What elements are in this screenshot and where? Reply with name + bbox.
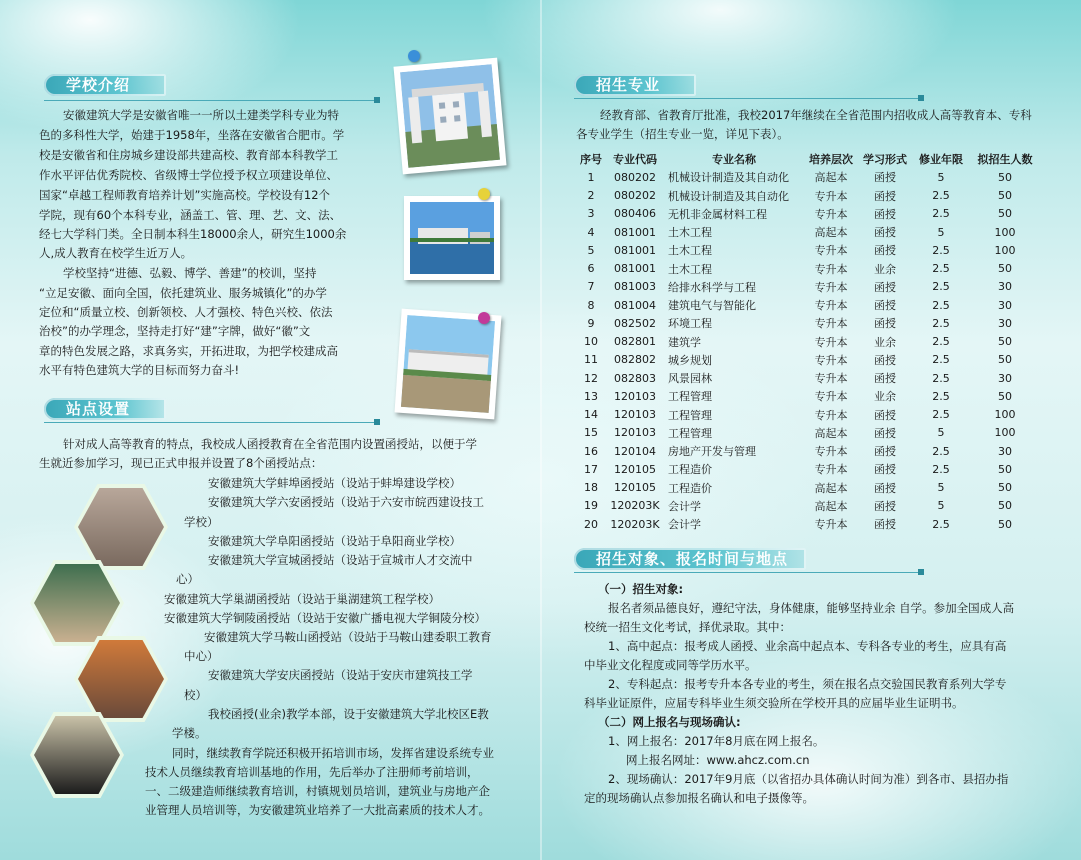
- table-cell: 专升本: [814, 408, 848, 422]
- table-cell: 函授: [874, 408, 896, 422]
- subheading-online: （二）网上报名与现场确认:: [598, 715, 741, 729]
- table-cell: 15: [584, 426, 598, 440]
- table-cell: 高起本: [814, 171, 848, 185]
- station-item: 校）: [184, 688, 207, 702]
- table-row: [576, 387, 1040, 405]
- table-cell: 专升本: [814, 317, 848, 331]
- table-cell: 081001: [614, 243, 656, 257]
- table-cell: 工程管理: [668, 408, 712, 422]
- table-cell: 3: [587, 207, 595, 221]
- table-cell: 专升本: [814, 299, 848, 313]
- table-cell: 20: [584, 517, 598, 531]
- table-cell: 专升本: [814, 390, 848, 404]
- table-cell: 专升本: [814, 335, 848, 349]
- table-cell: 风景园林: [668, 372, 712, 386]
- station-item: 安徽建筑大学安庆函授站（设站于安庆市建筑技工学: [208, 668, 473, 682]
- station-item: 一、二级建造师继续教育培训，村镇规划员培训，建筑业与房地产企: [145, 784, 490, 798]
- table-cell: 9: [587, 316, 595, 330]
- table-row: [576, 479, 1040, 497]
- table-cell: 工程造价: [668, 481, 712, 495]
- table-cell: 16: [584, 444, 598, 458]
- table-cell: 13: [584, 389, 598, 403]
- title-dot: [374, 97, 380, 103]
- table-cell: 高起本: [814, 226, 848, 240]
- text-line: 针对成人高等教育的特点，我校成人函授教育在全省范围内设置函授站，以便于学: [63, 437, 477, 451]
- text-line: 2、专科起点：报考专升本各专业的考生，须在报名点交验国民教育系列大学专: [608, 677, 1007, 691]
- table-cell: 2.5: [932, 371, 950, 385]
- table-cell: 2.5: [932, 207, 950, 221]
- text-line: 安徽建筑大学是安徽省唯一一所以土建类学科专业为特: [63, 108, 339, 122]
- table-cell: 函授: [874, 171, 896, 185]
- table-cell: 高起本: [814, 499, 848, 513]
- text-line: 定位和“质量立校、创新领校、人才强校、特色兴校、依法: [39, 305, 333, 319]
- table-cell: 函授: [874, 189, 896, 203]
- table-cell: 080202: [614, 189, 656, 203]
- table-cell: 函授: [874, 299, 896, 313]
- table-row: [576, 424, 1040, 442]
- text-line: 学院，现有60个本科专业，涵盖工、管、理、艺、文、法、: [39, 208, 342, 222]
- table-cell: 4: [587, 225, 595, 239]
- table-cell: 无机非金属材料工程: [668, 207, 767, 221]
- table-cell: 函授: [874, 426, 896, 440]
- table-cell: 081001: [614, 225, 656, 239]
- table-cell: 函授: [874, 445, 896, 459]
- table-cell: 专升本: [814, 353, 848, 367]
- text-line: 各专业学生（招生专业一览，详见下表）。: [576, 127, 789, 141]
- station-item: 安徽建筑大学六安函授站（设站于六安市皖西建设技工: [208, 495, 484, 509]
- table-cell: 5: [937, 481, 945, 495]
- table-cell: 会计学: [668, 518, 701, 532]
- text-line: 科毕业证原件，应届专科毕业生须交验所在学校开具的应届毕业生证明书。: [584, 696, 964, 710]
- table-cell: 50: [998, 207, 1012, 221]
- table-cell: 120203K: [610, 499, 660, 513]
- table-cell: 机械设计制造及其自动化: [668, 171, 789, 185]
- station-item: 中心）: [184, 649, 219, 663]
- table-cell: 5: [937, 170, 945, 184]
- text-line: 人,成人教育在校学生近万人。: [39, 246, 193, 260]
- table-cell: 6: [587, 262, 595, 276]
- school-intro-title: 学校介绍: [44, 74, 166, 96]
- table-row: [576, 260, 1040, 278]
- admission-title: 招生对象、报名时间与地点: [574, 548, 806, 570]
- table-cell: 专升本: [814, 518, 848, 532]
- table-cell: 2.5: [932, 335, 950, 349]
- table-cell: 19: [584, 499, 598, 513]
- table-cell: 12: [584, 371, 598, 385]
- table-cell: 土木工程: [668, 262, 712, 276]
- station-item: 学校）: [184, 515, 219, 529]
- title-underline: [574, 572, 918, 573]
- table-cell: 5: [937, 499, 945, 513]
- table-cell: 082802: [614, 353, 656, 367]
- table-cell: 2.5: [932, 462, 950, 476]
- table-cell: 函授: [874, 226, 896, 240]
- text-line: 中毕业文化程度或同等学历水平。: [584, 658, 757, 672]
- table-cell: 2.5: [932, 316, 950, 330]
- table-cell: 函授: [874, 372, 896, 386]
- table-header-row: [576, 150, 1040, 168]
- table-cell: 函授: [874, 481, 896, 495]
- table-cell: 2.5: [932, 444, 950, 458]
- station-item: 学楼。: [172, 726, 207, 740]
- table-row: [576, 223, 1040, 241]
- station-item: 心）: [176, 572, 199, 586]
- table-cell: 50: [998, 189, 1012, 203]
- text-line: 2、现场确认：2017年9月底（以省招办具体确认时间为准）到各市、县招办指: [608, 772, 1009, 786]
- table-cell: 080202: [614, 170, 656, 184]
- table-row: [576, 241, 1040, 259]
- text-line: 色的多科性大学，始建于1958年，坐落在安徽省合肥市。学: [39, 128, 345, 142]
- title-dot: [374, 419, 380, 425]
- text-line: 治校”的办学理念，坚持走打好“建”字牌，做好“徽”文: [39, 324, 311, 338]
- table-row: [576, 314, 1040, 332]
- table-cell: 120105: [614, 481, 656, 495]
- table-cell: 专升本: [814, 280, 848, 294]
- table-cell: 专升本: [814, 372, 848, 386]
- page-fold: [540, 0, 542, 860]
- column-header: 专业代码: [613, 153, 657, 167]
- table-cell: 100: [994, 225, 1016, 239]
- table-cell: 120203K: [610, 517, 660, 531]
- table-cell: 30: [998, 371, 1012, 385]
- table-cell: 50: [998, 499, 1012, 513]
- column-header: 拟招生人数: [977, 153, 1033, 167]
- table-cell: 环境工程: [668, 317, 712, 331]
- text-line: 校统一招生文化考试，择优录取。其中：: [584, 620, 791, 634]
- title-dot: [918, 95, 924, 101]
- table-cell: 土木工程: [668, 244, 712, 258]
- station-item: 安徽建筑大学蚌埠函授站（设站于蚌埠建设学校）: [208, 476, 461, 490]
- registration-url: 网上报名网址：www.ahcz.com.cn: [626, 753, 810, 767]
- table-cell: 5: [937, 225, 945, 239]
- table-cell: 2.5: [932, 243, 950, 257]
- station-item: 安徽建筑大学马鞍山函授站（设站于马鞍山建委职工教育: [204, 630, 492, 644]
- table-cell: 2.5: [932, 189, 950, 203]
- title-underline: [574, 98, 918, 99]
- table-cell: 建筑电气与智能化: [668, 299, 756, 313]
- text-line: 1、高中起点：报考成人函授、业余高中起点本、专科各专业的考生，应具有高: [608, 639, 1007, 653]
- campus-photo-building: [394, 309, 501, 420]
- table-row: [576, 278, 1040, 296]
- table-cell: 30: [998, 444, 1012, 458]
- pushpin-icon: [408, 50, 420, 62]
- table-cell: 2.5: [932, 517, 950, 531]
- table-row: [576, 296, 1040, 314]
- table-cell: 专升本: [814, 244, 848, 258]
- table-cell: 工程造价: [668, 463, 712, 477]
- table-cell: 1: [587, 170, 595, 184]
- table-cell: 工程管理: [668, 426, 712, 440]
- table-cell: 8: [587, 298, 595, 312]
- table-cell: 函授: [874, 207, 896, 221]
- table-cell: 工程管理: [668, 390, 712, 404]
- station-item: 我校函授(业余)教学本部，设于安徽建筑大学北校区E教: [208, 707, 489, 721]
- table-cell: 函授: [874, 518, 896, 532]
- table-cell: 50: [998, 170, 1012, 184]
- text-line: 学校坚持“进德、弘毅、博学、善建”的校训，坚持: [63, 266, 317, 280]
- station-item: 安徽建筑大学阜阳函授站（设站于阜阳商业学校）: [208, 534, 461, 548]
- text-line: 校是安徽省和住房城乡建设部共建高校、教育部本科教学工: [39, 148, 338, 162]
- table-cell: 函授: [874, 317, 896, 331]
- table-cell: 081004: [614, 298, 656, 312]
- table-row: [576, 406, 1040, 424]
- table-cell: 土木工程: [668, 226, 712, 240]
- table-cell: 7: [587, 280, 595, 294]
- table-cell: 10: [584, 335, 598, 349]
- table-cell: 函授: [874, 463, 896, 477]
- text-line: 定的现场确认点参加报名确认和电子摄像等。: [584, 791, 814, 805]
- table-cell: 建筑学: [668, 335, 701, 349]
- column-header: 专业名称: [712, 153, 756, 167]
- station-item: 同时，继续教育学院还积极开拓培训市场，发挥省建设系统专业: [172, 746, 494, 760]
- table-row: [576, 369, 1040, 387]
- column-header: 序号: [580, 153, 602, 167]
- table-cell: 50: [998, 389, 1012, 403]
- column-header: 学习形式: [863, 153, 907, 167]
- table-cell: 2.5: [932, 408, 950, 422]
- table-cell: 高起本: [814, 426, 848, 440]
- text-line: 水平有特色建筑大学的目标而努力奋斗!: [39, 363, 240, 377]
- table-cell: 50: [998, 335, 1012, 349]
- station-item: 安徽建筑大学巢湖函授站（设站于巢湖建筑工程学校）: [164, 592, 440, 606]
- table-cell: 会计学: [668, 499, 701, 513]
- table-cell: 30: [998, 280, 1012, 294]
- table-cell: 机械设计制造及其自动化: [668, 189, 789, 203]
- campus-photo-lake: [404, 196, 500, 280]
- table-cell: 专升本: [814, 262, 848, 276]
- table-cell: 专升本: [814, 207, 848, 221]
- table-row: [576, 460, 1040, 478]
- table-cell: 专升本: [814, 445, 848, 459]
- table-cell: 080406: [614, 207, 656, 221]
- table-cell: 50: [998, 481, 1012, 495]
- table-cell: 城乡规划: [668, 353, 712, 367]
- table-cell: 082803: [614, 371, 656, 385]
- title-underline: [44, 422, 374, 423]
- station-item: 安徽建筑大学铜陵函授站（设站于安徽广播电视大学铜陵分校）: [164, 611, 486, 625]
- majors-title: 招生专业: [574, 74, 696, 96]
- table-cell: 函授: [874, 499, 896, 513]
- table-cell: 100: [994, 426, 1016, 440]
- table-cell: 30: [998, 316, 1012, 330]
- title-dot: [918, 569, 924, 575]
- table-cell: 120104: [614, 444, 656, 458]
- table-cell: 给排水科学与工程: [668, 280, 756, 294]
- table-row: [576, 187, 1040, 205]
- table-cell: 081001: [614, 262, 656, 276]
- table-cell: 2.5: [932, 298, 950, 312]
- table-cell: 50: [998, 462, 1012, 476]
- table-cell: 业余: [874, 262, 896, 276]
- table-cell: 18: [584, 481, 598, 495]
- table-cell: 函授: [874, 280, 896, 294]
- table-row: [576, 497, 1040, 515]
- station-item: 安徽建筑大学宣城函授站（设站于宣城市人才交流中: [208, 553, 473, 567]
- table-cell: 14: [584, 408, 598, 422]
- table-cell: 120103: [614, 408, 656, 422]
- table-cell: 50: [998, 517, 1012, 531]
- table-row: [576, 168, 1040, 186]
- stations-title: 站点设置: [44, 398, 166, 420]
- table-cell: 5: [587, 243, 595, 257]
- table-cell: 081003: [614, 280, 656, 294]
- table-cell: 120105: [614, 462, 656, 476]
- text-line: 报名者须品德良好，遵纪守法，身体健康，能够坚持业余 自学。参加全国成人高: [608, 601, 1015, 615]
- table-cell: 30: [998, 298, 1012, 312]
- title-underline: [44, 100, 374, 101]
- column-header: 培养层次: [809, 153, 853, 167]
- column-header: 修业年限: [919, 153, 963, 167]
- table-cell: 2.5: [932, 389, 950, 403]
- text-line: “立足安徽、面向全国，依托建筑业、服务城镇化”的办学: [39, 286, 327, 300]
- table-cell: 17: [584, 462, 598, 476]
- station-item: 业管理人员培训等，为安徽建筑业培养了一大批高素质的技术人才。: [145, 803, 490, 817]
- table-row: [576, 333, 1040, 351]
- text-line: 国家“卓越工程师教育培养计划”实施高校。学校设有12个: [39, 188, 331, 202]
- table-cell: 50: [998, 353, 1012, 367]
- table-cell: 高起本: [814, 481, 848, 495]
- table-cell: 100: [994, 243, 1016, 257]
- table-cell: 11: [584, 353, 598, 367]
- table-cell: 业余: [874, 390, 896, 404]
- text-line: 经七大学科门类。全日制本科生18000余人，研究生1000余: [39, 227, 347, 241]
- table-row: [576, 515, 1040, 533]
- text-line: 1、网上报名：2017年8月底在网上报名。: [608, 734, 825, 748]
- table-cell: 2.5: [932, 353, 950, 367]
- campus-photo-gate: [393, 58, 506, 175]
- pushpin-icon: [478, 188, 490, 200]
- table-cell: 函授: [874, 353, 896, 367]
- text-line: 生就近参加学习，现已正式申报并设置了8个函授站点：: [39, 456, 323, 470]
- text-line: 作水平评估优秀院校、省级博士学位授予权立项建设单位、: [39, 168, 338, 182]
- table-cell: 2.5: [932, 262, 950, 276]
- table-cell: 2: [587, 189, 595, 203]
- table-row: [576, 351, 1040, 369]
- text-line: 章的特色发展之路，求真务实，开拓进取，为把学校建成高: [39, 344, 338, 358]
- table-cell: 5: [937, 426, 945, 440]
- table-row: [576, 205, 1040, 223]
- table-row: [576, 442, 1040, 460]
- pushpin-icon: [478, 312, 490, 324]
- table-cell: 082801: [614, 335, 656, 349]
- text-line: 经教育部、省教育厅批准，我校2017年继续在全省范围内招收成人高等教育本、专科: [600, 108, 1032, 122]
- table-cell: 专升本: [814, 463, 848, 477]
- majors-table: [576, 150, 1040, 533]
- table-cell: 120103: [614, 389, 656, 403]
- subheading-target: （一）招生对象:: [598, 582, 684, 596]
- table-cell: 函授: [874, 244, 896, 258]
- table-cell: 082502: [614, 316, 656, 330]
- table-cell: 业余: [874, 335, 896, 349]
- table-cell: 50: [998, 262, 1012, 276]
- table-cell: 2.5: [932, 280, 950, 294]
- table-cell: 专升本: [814, 189, 848, 203]
- table-cell: 100: [994, 408, 1016, 422]
- table-cell: 120103: [614, 426, 656, 440]
- station-item: 技术人员继续教育培训基地的作用，先后举办了注册师考前培训，: [145, 765, 479, 779]
- table-cell: 房地产开发与管理: [668, 445, 756, 459]
